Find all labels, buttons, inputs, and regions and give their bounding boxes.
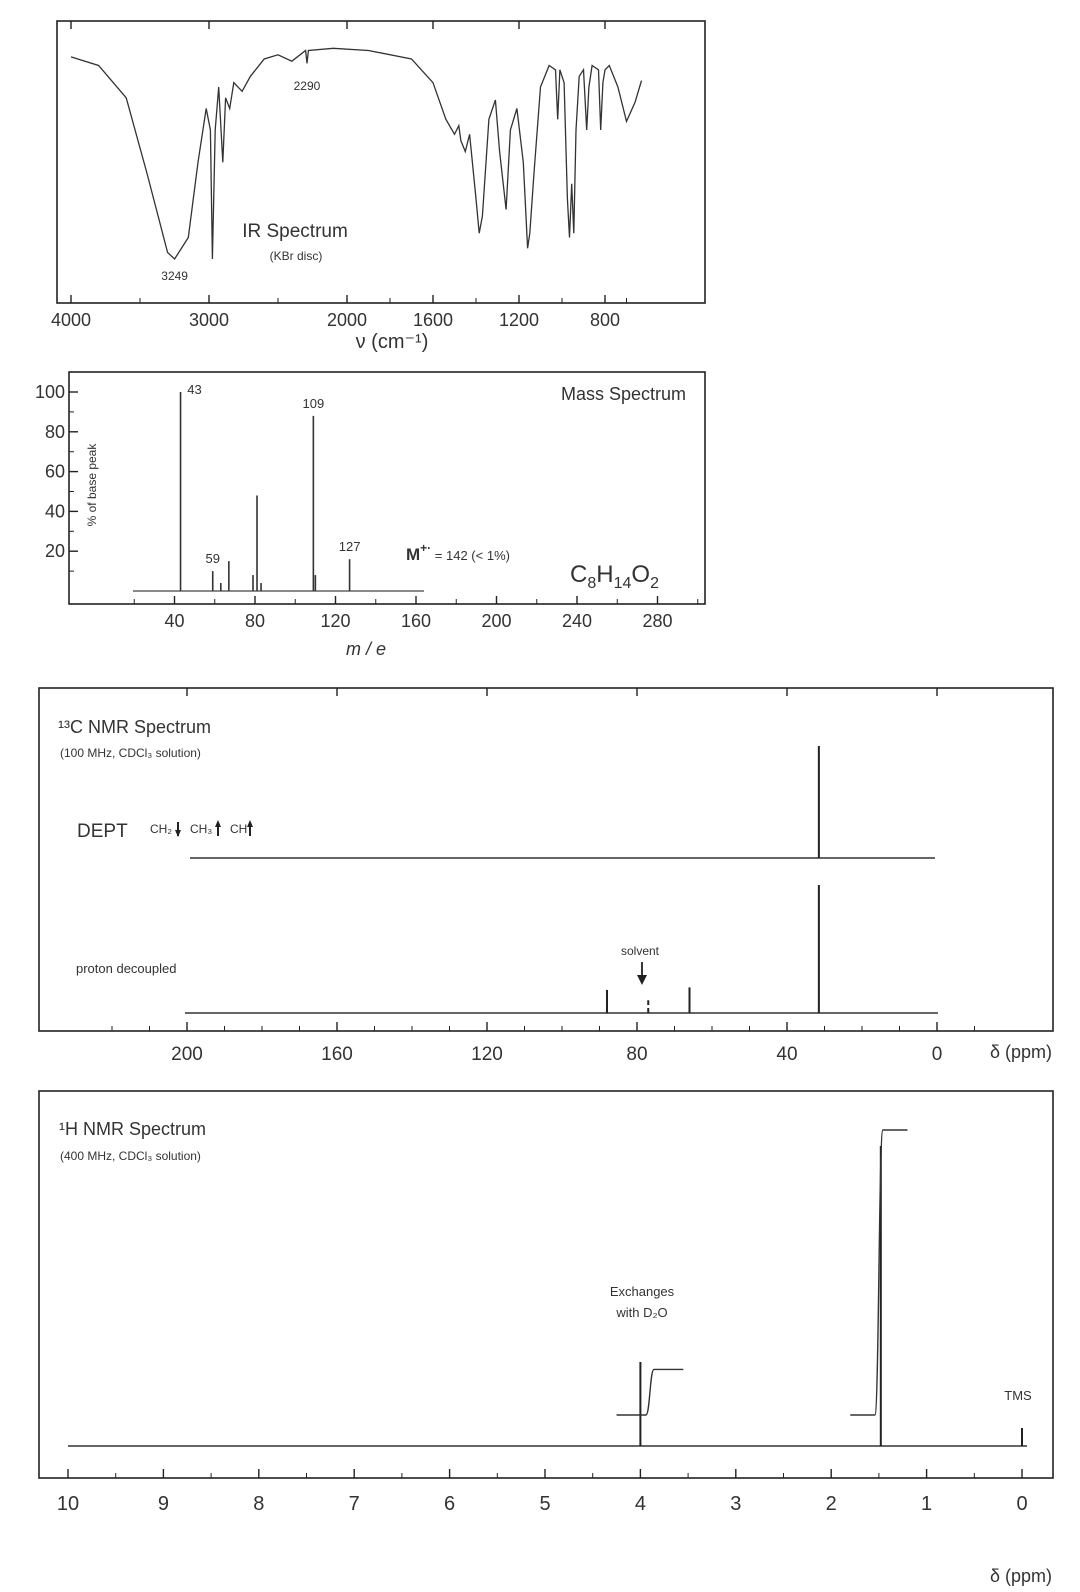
ms-peak-label: 127 — [338, 539, 361, 555]
h1-x-ticks — [68, 1469, 1022, 1478]
c13-nmr-panel — [39, 688, 1053, 1065]
ir-peak-label: 3249 — [161, 269, 188, 283]
ir-plot-frame — [57, 21, 705, 303]
exchange-annotation-line2: with D₂O — [616, 1305, 668, 1320]
h1-x-tick-label: 0 — [1016, 1493, 1028, 1515]
h1-title: ¹H NMR Spectrum — [59, 1119, 207, 1139]
ir-x-tick-label: 1200 — [498, 310, 540, 330]
h1-x-tick-label: 5 — [539, 1493, 551, 1515]
h1-x-tick-label: 7 — [348, 1493, 360, 1515]
ms-x-tick-label: 200 — [481, 611, 512, 631]
ms-y-tick-label: 20 — [44, 541, 65, 562]
h1-x-tick-label: 10 — [56, 1493, 80, 1515]
ir-spectrum-panel — [51, 21, 705, 353]
c13-x-axis-label: δ (ppm) — [989, 1042, 1052, 1062]
h1-x-axis-label: δ (ppm) — [989, 1566, 1052, 1586]
tms-label: TMS — [1004, 1388, 1032, 1403]
ir-x-axis-label: ν (cm⁻¹) — [355, 331, 429, 353]
c13-x-tick-label: 160 — [321, 1044, 353, 1065]
ir-peak-label: 2290 — [293, 79, 321, 93]
ms-title: Mass Spectrum — [560, 384, 686, 404]
mass-spectrum-panel — [35, 372, 705, 659]
ms-x-tick-label: 160 — [400, 611, 432, 631]
h1-x-tick-label: 2 — [825, 1493, 837, 1515]
h1-x-tick-label: 9 — [157, 1493, 169, 1515]
c13-x-tick-label: 200 — [171, 1044, 203, 1065]
ms-x-tick-label: 280 — [642, 611, 673, 631]
h1-integrals — [617, 1130, 908, 1415]
solvent-label: solvent — [620, 944, 660, 958]
c13-x-tick-label: 40 — [776, 1044, 798, 1065]
c13-peaks — [607, 746, 819, 1013]
h1-subtitle: (400 MHz, CDCl₃ solution) — [60, 1149, 201, 1163]
ir-series-line — [71, 48, 642, 259]
h1-x-tick-label: 6 — [444, 1493, 456, 1515]
ir-x-tick-label: 800 — [589, 310, 621, 330]
ir-title: IR Spectrum — [242, 221, 348, 242]
ms-x-ticks — [134, 596, 698, 631]
ir-x-tick-label: 3000 — [188, 310, 230, 330]
ms-x-tick-label: 40 — [164, 611, 185, 631]
c13-x-tick-label: 0 — [931, 1044, 943, 1065]
h1-nmr-panel — [39, 1091, 1053, 1586]
c13-x-tick-labels — [171, 1044, 942, 1065]
ms-peak-label: 43 — [187, 382, 202, 397]
arrow-down-icon — [175, 822, 181, 837]
ms-x-tick-label: 240 — [561, 611, 593, 631]
ms-peak-labels — [187, 382, 360, 566]
c13-x-tick-label: 120 — [471, 1044, 503, 1065]
ms-y-ticks — [35, 382, 78, 571]
ms-x-axis-label: m / e — [345, 639, 387, 659]
solvent-arrow — [637, 962, 647, 985]
h1-x-tick-label: 3 — [730, 1493, 742, 1515]
ms-molecular-ion: M+· = 142 (< 1%) — [406, 541, 510, 564]
arrow-up-icon — [215, 820, 221, 836]
c13-plot-frame — [39, 688, 1053, 1031]
ir-x-tick-labels — [51, 310, 620, 330]
ir-subtitle: (KBr disc) — [269, 249, 323, 263]
h1-x-tick-label: 4 — [634, 1493, 646, 1515]
ms-peak-label: 59 — [205, 551, 220, 567]
c13-x-tick-label: 80 — [626, 1044, 648, 1065]
h1-x-tick-label: 1 — [921, 1493, 933, 1515]
c13-title: ¹³C NMR Spectrum — [58, 717, 212, 737]
h1-x-tick-labels — [57, 1493, 1028, 1515]
ms-x-tick-label: 80 — [244, 611, 266, 631]
arrow-up-icon — [247, 820, 253, 836]
proton-decoupled-label: proton decoupled — [76, 961, 177, 976]
ms-y-tick-label: 40 — [44, 501, 65, 522]
h1-peaks — [640, 1146, 1022, 1446]
exchange-annotation-line1: Exchanges — [609, 1284, 675, 1299]
h1-integral-trace — [850, 1130, 907, 1415]
ms-peak-label: 109 — [302, 395, 325, 411]
dept-label: DEPT — [77, 821, 128, 842]
ms-x-tick-label: 120 — [320, 611, 351, 631]
dept-legend-label: CH₂ — [150, 822, 172, 836]
ms-y-axis-label: % of base peak — [85, 443, 99, 527]
ms-formula: $C_8H_{14}O_2$ — [570, 561, 659, 592]
ms-y-tick-label: 60 — [44, 461, 65, 482]
h1-x-tick-label: 8 — [253, 1493, 265, 1515]
ms-y-tick-label: 80 — [44, 421, 65, 442]
dept-legend — [150, 820, 253, 837]
h1-integral-trace — [617, 1369, 684, 1415]
ir-x-tick-label: 2000 — [326, 310, 368, 330]
c13-subtitle: (100 MHz, CDCl₃ solution) — [60, 746, 201, 760]
c13-x-ticks — [112, 688, 975, 1031]
ir-x-tick-label: 4000 — [50, 310, 92, 330]
ms-y-tick-label: 100 — [34, 382, 65, 402]
ir-x-ticks — [71, 21, 627, 303]
dept-legend-label: CH — [230, 822, 248, 836]
ir-x-tick-label: 1600 — [412, 310, 454, 330]
dept-legend-label: CH₃ — [190, 822, 213, 836]
